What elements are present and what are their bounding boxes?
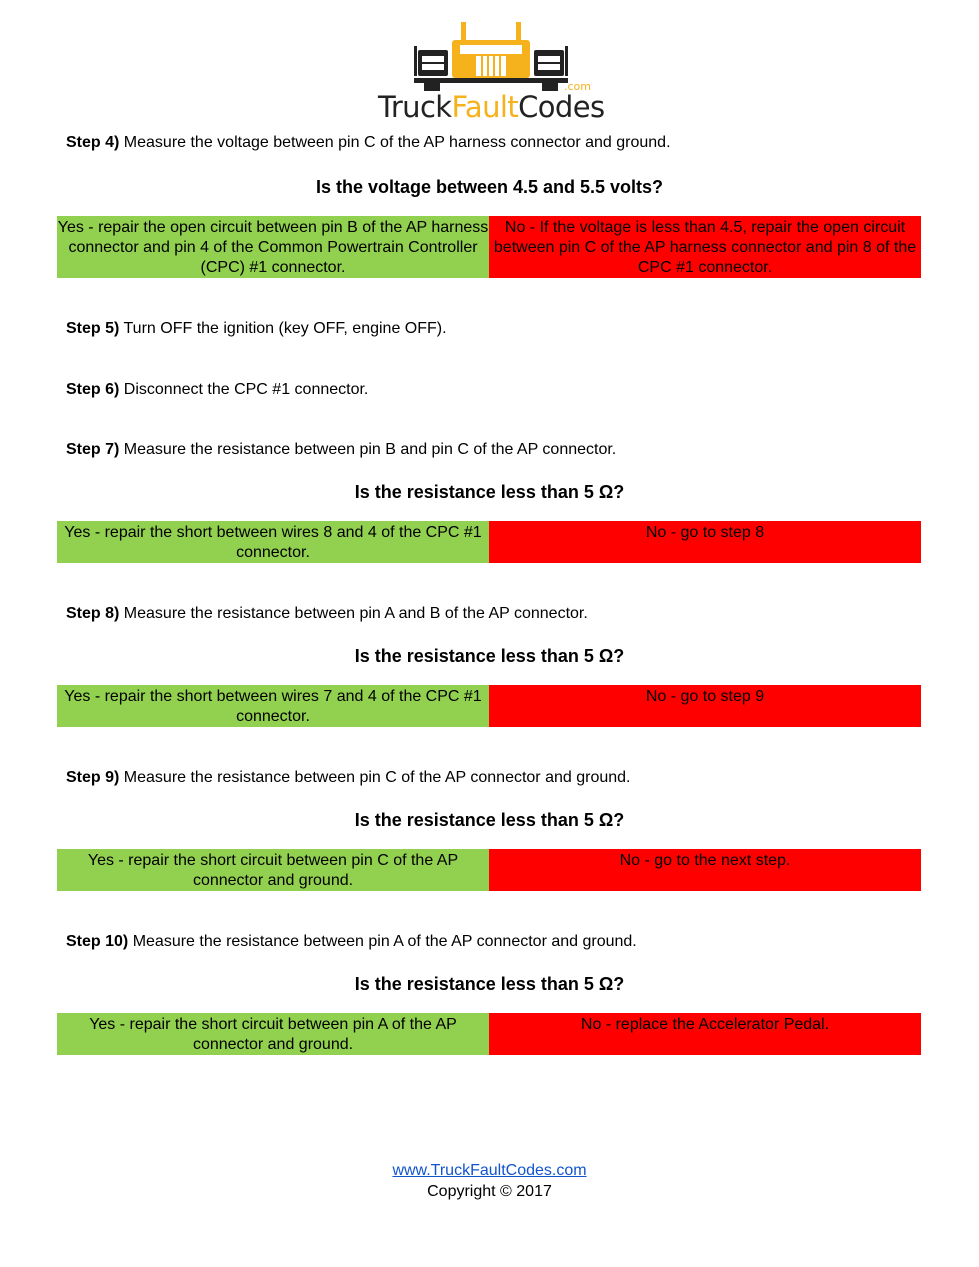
brand-fault: Fault [451,90,519,124]
brand-suffix: .com [564,80,591,93]
step-8 [66,604,588,624]
yes-answer: Yes - repair the short circuit between pin C of the AP connector and ground. [57,849,489,891]
question-step-4: Is the voltage between 4.5 and 5.5 volts? [315,177,664,197]
no-answer: No - go to the next step. [489,849,921,891]
no-answer: No - If the voltage is less than 4.5, repair the open circuit between pin C of the AP harness connector and pin 8 of the CPC #1 connector. [489,216,921,278]
step-text: Measure the resistance between pin B and pin C of the AP connector. [119,441,617,458]
answer-row-step-9 [57,849,921,891]
brand-codes: Codes [518,90,605,124]
answer-row-step-10 [57,1013,921,1055]
step-label: Step 7) [66,441,120,458]
step-label: Step 10) [66,933,129,950]
step-text: Disconnect the CPC #1 connector. [119,381,369,398]
footer-website-link[interactable]: www.TruckFaultCodes.com [392,1162,587,1179]
step-6 [66,380,368,400]
footer-copyright: Copyright © 2017 [427,1183,552,1200]
answer-row-step-4 [57,216,921,278]
step-7 [66,440,616,460]
question-step-10: Is the resistance less than 5 Ω? [354,974,625,994]
step-label: Step 5) [66,320,120,337]
step-label: Step 9) [66,769,120,786]
question-step-7: Is the resistance less than 5 Ω? [354,482,625,502]
step-10 [66,932,637,952]
page-footer [0,1160,979,1202]
yes-answer: Yes - repair the short circuit between pin A of the AP connector and ground. [57,1013,489,1055]
step-4 [66,133,671,153]
step-label: Step 4) [66,134,120,151]
answer-row-step-8 [57,685,921,727]
yes-answer: Yes - repair the open circuit between pin B of the AP harness connector and pin 4 of the Common Powertrain Controller (CPC) #1 connector. [57,216,489,278]
step-label: Step 8) [66,605,120,622]
step-text: Measure the resistance between pin A of the AP connector and ground. [128,933,637,950]
no-answer: No - go to step 9 [489,685,921,727]
question-step-8: Is the resistance less than 5 Ω? [354,646,625,666]
question-step-9: Is the resistance less than 5 Ω? [354,810,625,830]
answer-row-step-7 [57,521,921,563]
no-answer: No - replace the Accelerator Pedal. [489,1013,921,1055]
step-9 [66,768,630,788]
step-text: Measure the resistance between pin A and B of the AP connector. [119,605,588,622]
brand-wordmark [378,90,604,124]
step-text: Measure the resistance between pin C of the AP connector and ground. [119,769,631,786]
yes-answer: Yes - repair the short between wires 8 and 4 of the CPC #1 connector. [57,521,489,563]
no-answer: No - go to step 8 [489,521,921,563]
step-text: Turn OFF the ignition (key OFF, engine OFF). [119,320,447,337]
step-text: Measure the voltage between pin C of the AP harness connector and ground. [119,134,671,151]
yes-answer: Yes - repair the short between wires 7 and 4 of the CPC #1 connector. [57,685,489,727]
step-5 [66,319,447,339]
brand-truck: Truck [378,90,452,124]
step-label: Step 6) [66,381,120,398]
brand-logo [378,20,604,126]
